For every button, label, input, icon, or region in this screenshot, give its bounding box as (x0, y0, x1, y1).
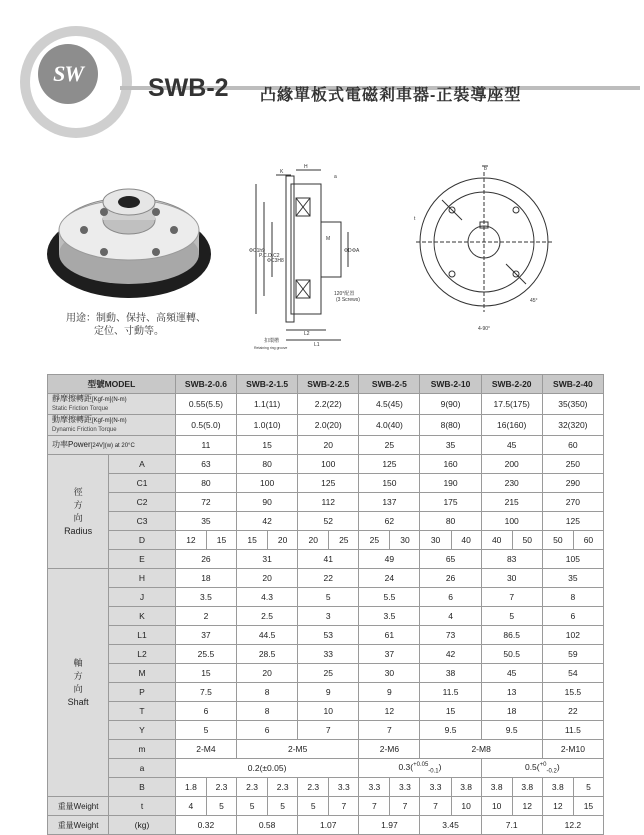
svg-text:扣環槽: 扣環槽 (264, 338, 280, 344)
front-view-drawing (412, 162, 562, 337)
row-K: K 2 2.5 3 3.5 4 5 6 (48, 607, 604, 626)
svg-text:a: a (334, 174, 337, 180)
row-C1: C1 80 100 125 150 190 230 290 (48, 474, 604, 493)
brake-photo (44, 172, 214, 302)
svg-text:K: K (280, 169, 284, 175)
svg-text:ΦC3H8: ΦC3H8 (267, 258, 284, 264)
svg-text:120°配置: 120°配置 (334, 291, 355, 297)
sw-logo: SW (38, 44, 98, 104)
svg-text:L1: L1 (314, 342, 320, 348)
svg-text:H: H (304, 164, 308, 170)
row-L1: L1 37 44.5 53 61 73 86.5 102 (48, 626, 604, 645)
model-row: 型號MODEL SWB-2-0.6 SWB-2-1.5 SWB-2-2.5 SWB-2-5 SWB-2-10 SWB-2-20 SWB-2-40 (48, 375, 604, 394)
power-row: 功率Power[24V](w) at 20°C 11 15 20 25 35 45 60 (48, 436, 604, 455)
row-C2: C2 72 90 112 137 175 215 270 (48, 493, 604, 512)
svg-text:ΦC1h9: ΦC1h9 (249, 248, 265, 254)
svg-text:P.C.D.C2: P.C.D.C2 (259, 253, 280, 259)
svg-text:(3 Screws): (3 Screws) (336, 297, 360, 303)
svg-text:45°: 45° (530, 298, 538, 304)
weight-row-kg: 重量Weight (kg) 0.32 0.58 1.07 1.97 3.45 7.1 12.2 (48, 816, 604, 835)
side-view-drawing (236, 162, 366, 352)
row-Y: Y 5 6 7 7 9.5 9.5 11.5 (48, 721, 604, 740)
spec-table (47, 374, 604, 835)
row-A: 徑 方 向 Radius A 63 80 100 125 160 200 250 (48, 455, 604, 474)
svg-text:ΦD: ΦD (344, 248, 352, 254)
row-J: J 3.5 4.3 5 5.5 6 7 8 (48, 588, 604, 607)
header (20, 22, 642, 104)
shaft-group-label: 軸 方 向 Shaft (48, 569, 109, 797)
svg-text:M: M (326, 236, 331, 242)
row-L2: L2 25.5 28.5 33 37 42 50.5 59 (48, 645, 604, 664)
row-P: P 7.5 8 9 9 11.5 13 15.5 (48, 683, 604, 702)
radius-group-label: 徑 方 向 Radius (48, 455, 109, 569)
svg-text:ΦA: ΦA (352, 248, 360, 254)
row-B: B 1.8 2.3 2.3 2.3 2.3 3.3 3.3 3.3 3.3 3.8 3.8 3.8 3.8 5 (48, 778, 604, 797)
svg-text:Retaining ring groove: Retaining ring groove (254, 346, 288, 350)
svg-text:t: t (414, 216, 416, 222)
row-C3: C3 35 42 52 62 80 100 125 (48, 512, 604, 531)
row-M: M 15 20 25 30 38 45 54 (48, 664, 604, 683)
row-a: a 0.2(±0.05) 0.3($^{+0.05}_{-0.1}$) 0.5($^{+0}_{-0.2}$) (48, 759, 604, 778)
row-T: T 6 8 10 12 15 18 22 (48, 702, 604, 721)
svg-text:4-90°: 4-90° (478, 326, 491, 332)
row-H: 軸 方 向 Shaft H 18 20 22 24 26 30 35 (48, 569, 604, 588)
svg-text:b: b (484, 166, 487, 172)
usage-note: 用途：制動、保持、高頻運轉、 定位、寸動等。 (66, 313, 206, 337)
page-subtitle: 凸緣單板式電磁剎車器-正裝導座型 (260, 87, 522, 104)
page-title: SWB-2 (148, 74, 229, 102)
dynamic-torque-row: 動摩擦轉距[Kgf-m](N-m) Dynamic Friction Torque 0.5(5.0) 1.0(10) 2.0(20) 4.0(40) 8(80) 16(160) 32(320) (48, 415, 604, 436)
svg-text:L2: L2 (304, 331, 310, 337)
row-D: D 12 15 15 20 20 25 25 30 30 40 40 50 50 60 (48, 531, 604, 550)
weight-row-t: 重量Weight t 4 5 5 5 5 7 7 7 7 10 10 12 12 15 (48, 797, 604, 816)
row-E: E 26 31 41 49 65 83 105 (48, 550, 604, 569)
row-m: m 2-M4 2-M5 2-M6 2-M8 2-M10 (48, 740, 604, 759)
static-torque-row: 靜摩擦轉距[Kgf-m](N-m) Static Friction Torque 0.55(5.5) 1.1(11) 2.2(22) 4.5(45) 9(90) 17.5(175) 35(350) (48, 394, 604, 415)
